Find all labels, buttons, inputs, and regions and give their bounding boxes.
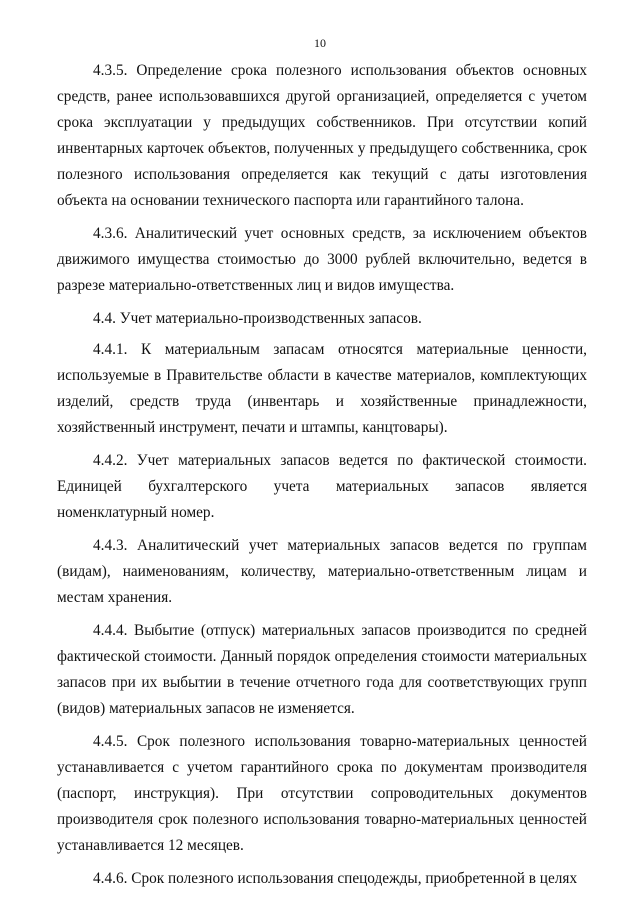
- page-number: 10: [314, 36, 326, 50]
- paragraph-4-3-6: 4.3.6. Аналитический учет основных средств, за исключением объектов движимого имущества стоимостью до 3000 рублей включительно, ведется в разрезе материально-ответственных лиц и видов имущества.: [57, 225, 587, 294]
- paragraph-4-4-3: 4.4.3. Аналитический учет материальных запасов ведется по группам (видам), наименованиям, количеству, материально-ответственным лицам и местам хранения.: [57, 537, 587, 606]
- paragraph-4-4-2: 4.4.2. Учет материальных запасов ведется по фактической стоимости. Единицей бухгалтерского учета материальных запасов является номенклатурный номер.: [57, 452, 587, 521]
- section-heading-4-4: 4.4. Учет материально-производственных запасов.: [93, 310, 422, 327]
- document-body: [57, 58, 587, 899]
- paragraph-4-3-5: 4.3.5. Определение срока полезного использования объектов основных средств, ранее использовавшихся другой организацией, определяется с учетом срока эксплуатации у предыдущих собственников. При отсутствии копий инвентарных карточек объектов, полученных у предыдущего собственника, срок полезного использования определяется как текущий с даты изготовления объекта на основании технического паспорта или гарантийного талона.: [57, 62, 587, 209]
- paragraph-4-4-6: 4.4.6. Срок полезного использования спецодежды, приобретенной в целях: [93, 870, 578, 887]
- paragraph-4-4-1: 4.4.1. К материальным запасам относятся материальные ценности, используемые в Правительстве области в качестве материалов, комплектующих изделий, средств труда (инвентарь и хозяйственные принадлежности, хозяйственный инструмент, печати и штампы, канцтовары).: [57, 341, 587, 436]
- paragraph-4-4-4: 4.4.4. Выбытие (отпуск) материальных запасов производится по средней фактической стоимости. Данный порядок определения стоимости материальных запасов при их выбытии в течение отчетного года для соответствующих групп (видов) материальных запасов не изменяется.: [57, 622, 587, 717]
- paragraph-4-4-5: 4.4.5. Срок полезного использования товарно-материальных ценностей устанавливается с учетом гарантийного срока по документам производителя (паспорт, инструкция). При отсутствии сопроводительных документов производителя срок полезного использования товарно-материальных ценностей устанавливается 12 месяцев.: [57, 733, 587, 854]
